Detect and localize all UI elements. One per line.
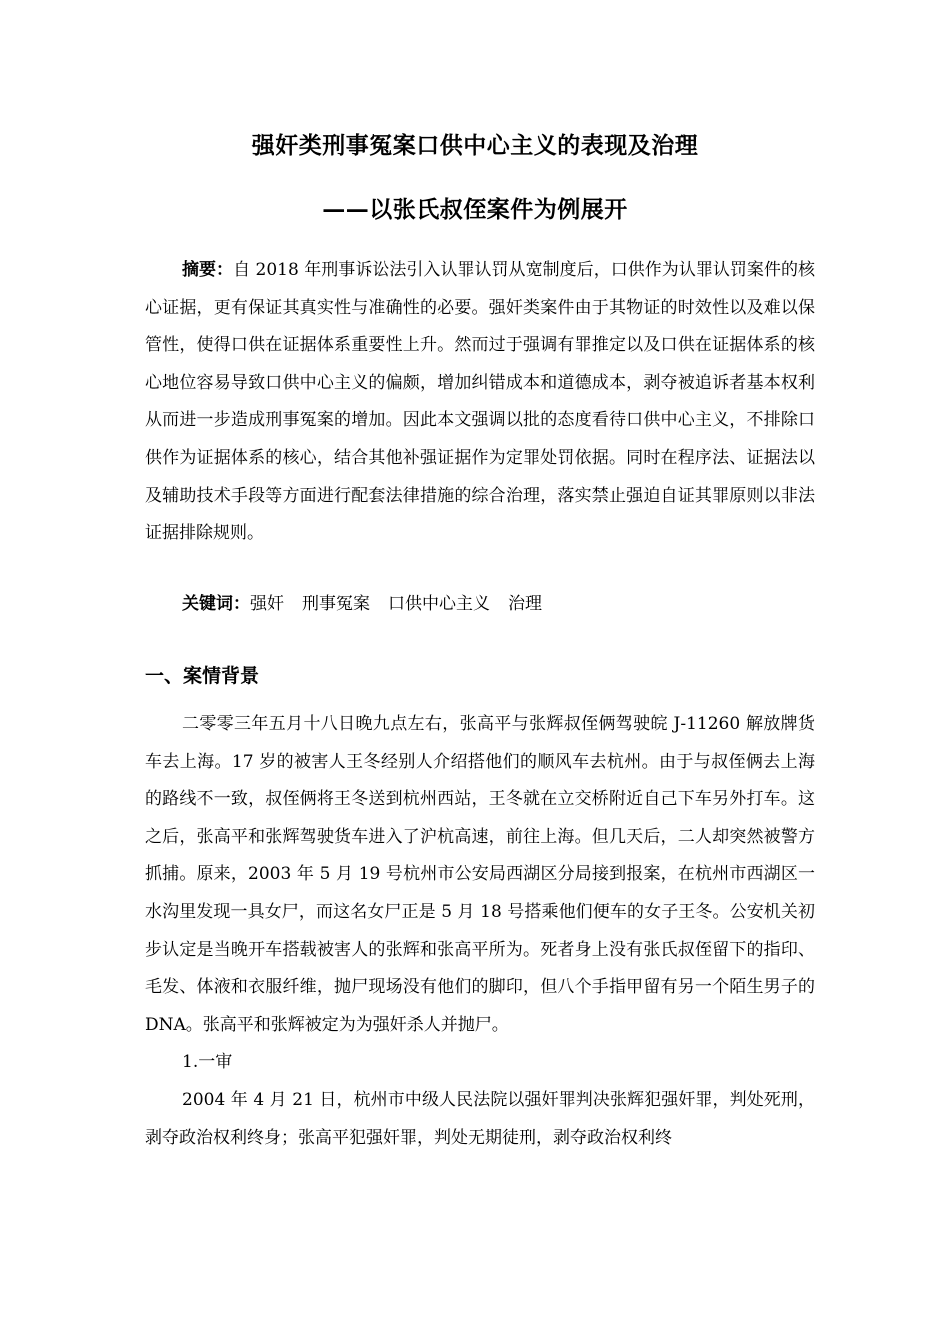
section-heading: 一、案情背景 — [145, 665, 260, 687]
abstract-block — [145, 252, 815, 553]
document-title: 强奸类刑事冤案口供中心主义的表现及治理 — [251, 132, 699, 159]
case-background-paragraph: 二零零三年五月十八日晚九点左右，张高平与张辉叔侄俩驾驶皖 J-11260 解放牌货车去上海。17 岁的被害人王冬经别人介绍搭他们的顺风车去杭州。由于与叔侄俩去上海的路线不一致，叔侄俩将王冬送到杭州西站，王冬就在立交桥附近自己下车另外打车。这之后，张高平和张辉驾驶货车进入了沪杭高速，前往上海。但几天后，二人却突然被警方抓捕。原来，2003 年 5 月 19 号杭州市公安局西湖区分局接到报案，在杭州市西湖区一水沟里发现一具女尸，而这名女尸正是 5 月 18 号搭乘他们便车的女子王冬。公安机关初步认定是当晚开车搭载被害人的张辉和张高平所为。死者身上没有张氏叔侄留下的指印、毛发、体液和衣服纤维，抛尸现场没有他们的脚印，但八个手指甲留有另一个陌生男子的 DNA。张高平和张辉被定为为强奸杀人并抛尸。 — [145, 714, 815, 1035]
subsection-heading: 1.一审 — [182, 1052, 233, 1073]
keywords-label: 关键词： — [182, 594, 250, 614]
abstract-label: 摘要： — [182, 260, 234, 280]
first-trial-paragraph: 2004 年 4 月 21 日，杭州市中级人民法院以强奸罪判决张辉犯强奸罪，判处死刑，剥夺政治权利终身；张高平犯强奸罪，判处无期徒刑，剥夺政治权利终 — [145, 1089, 815, 1148]
keyword-item: 强奸 — [250, 594, 284, 614]
section-body — [145, 706, 815, 1157]
keyword-item: 刑事冤案 — [302, 594, 370, 614]
abstract-text: 自 2018 年刑事诉讼法引入认罪认罚从宽制度后，口供作为认罪认罚案件的核心证据，更有保证其真实性与准确性的必要。强奸类案件由于其物证的时效性以及难以保管性，使得口供在证据体系重要性上升。然而过于强调有罪推定以及口供在证据体系的核心地位容易导致口供中心主义的偏颇，增加纠错成本和道德成本，剥夺被追诉者基本权利从而进一步造成刑事冤案的增加。因此本文强调以批的态度看待口供中心主义，不排除口供作为证据体系的核心，结合其他补强证据作为定罪处罚依据。同时在程序法、证据法以及辅助技术手段等方面进行配套法律措施的综合治理，落实禁止强迫自证其罪原则以非法证据排除规则。 — [145, 260, 816, 544]
keyword-item: 口供中心主义 — [388, 594, 490, 614]
keyword-item: 治理 — [508, 594, 542, 614]
keywords-block — [145, 586, 815, 624]
document-subtitle: ——以张氏叔侄案件为例展开 — [322, 196, 628, 223]
abstract-paragraph — [145, 252, 815, 553]
keywords-paragraph — [145, 586, 815, 624]
